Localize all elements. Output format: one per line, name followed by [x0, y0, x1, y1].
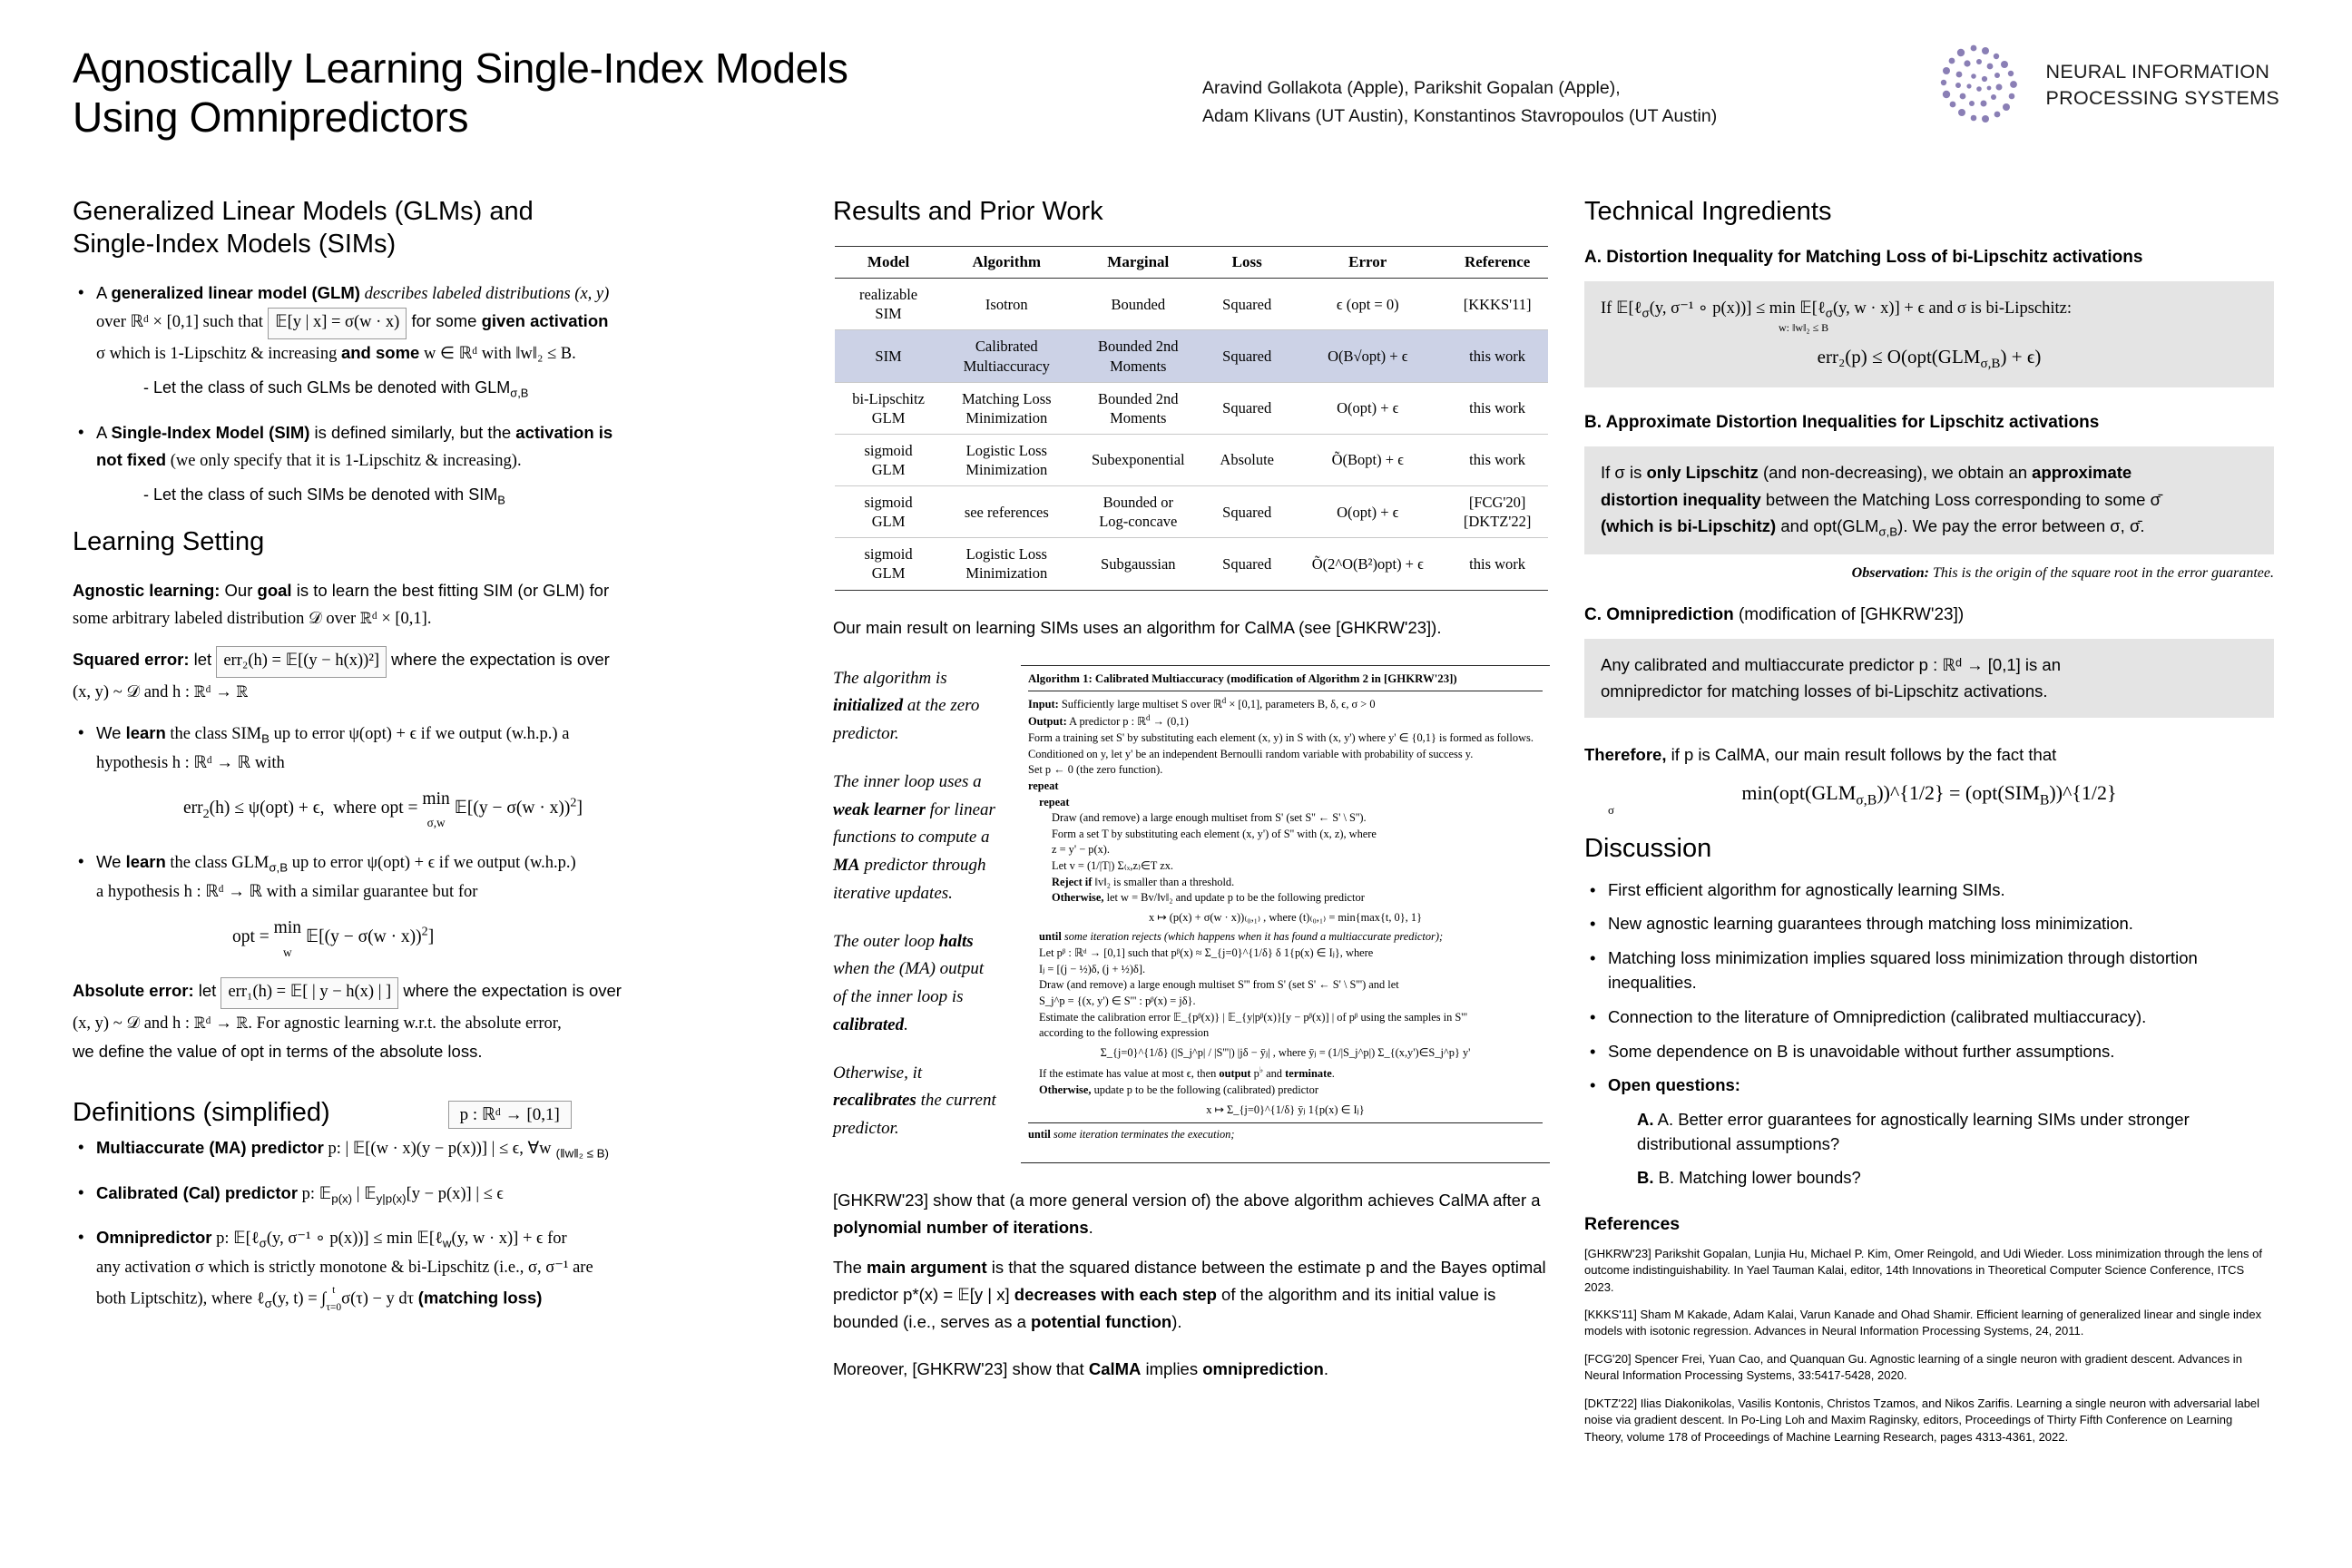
- open-questions-label: Open questions:: [1608, 1075, 1740, 1095]
- glm-learn-bold: learn: [125, 851, 166, 871]
- table-row: [835, 486, 1548, 538]
- glm-text-d: over ℝᵈ × [0,1] such that: [96, 313, 263, 332]
- algorithm-inner-equation: x ↦ (p(x) + σ(w · x))₍₀,₁₎ , where (t)₍₀,₁₎ = min{max{t, 0}, 1}: [1148, 910, 1423, 924]
- algorithm-title: Algorithm 1: Calibrated Multiaccuracy (modification of Algorithm 2 in [GHKRW'23]): [1028, 671, 1543, 691]
- table-cell: see references: [942, 486, 1071, 538]
- there-eq-sub-2: B: [2039, 792, 2050, 808]
- therefore-equation: [1584, 781, 2274, 818]
- ingredient-c-heading: [1584, 603, 2274, 628]
- a-eq-1: err₂(p) ≤ O(opt(GLM: [1817, 346, 1981, 368]
- matching-loss-label: (matching loss): [417, 1288, 543, 1308]
- table-cell: Matching Loss Minimization: [942, 382, 1071, 434]
- absolute-error-para: [73, 977, 799, 1065]
- table-row: [835, 434, 1548, 485]
- ma-text: p: | 𝔼[(w · x)(y − p(x))] | ≤ ϵ, ∀w: [323, 1140, 552, 1159]
- algorithm-inner-line-2: Form a set T by substituting each element (x, y') of S'' with (x, z), where: [1052, 827, 1377, 840]
- page-title: [73, 44, 1089, 142]
- title-line-2: Using Omnipredictors: [73, 93, 469, 142]
- table-cell: sigmoid GLM: [835, 434, 942, 485]
- omniprediction-para: [833, 1356, 1550, 1383]
- sim-learn-d: hypothesis h : ℝᵈ → ℝ with: [96, 753, 285, 772]
- sim-text-a: A: [96, 422, 112, 442]
- absolute-error-label: Absolute error:: [73, 981, 194, 1001]
- algorithm-inner-line-3: z = y' − p(x).: [1052, 843, 1111, 857]
- table-cell: Squared: [1205, 538, 1289, 590]
- agnostic-label: Agnostic learning:: [73, 580, 220, 600]
- table-cell: [FCG'20] [DKTZ'22]: [1446, 486, 1548, 538]
- list-item-discussion-1: • First efficient algorithm for agnostically learning SIMs.: [1584, 878, 2274, 903]
- omni-para-c: implies: [1141, 1358, 1203, 1378]
- b-bold-4: (which is bi-Lipschitz): [1601, 516, 1777, 536]
- table-cell: sigmoid GLM: [835, 486, 942, 538]
- glm-expectation-box: 𝔼[y | x] = σ(w · x): [268, 308, 407, 339]
- table-col-header-5: Reference: [1446, 247, 1548, 279]
- glm-class-note: [96, 375, 799, 404]
- omni-text-3: (y, w · x)] + ϵ for: [451, 1229, 567, 1248]
- table-cell: Õ(2^O(B²)opt) + ϵ: [1289, 538, 1446, 590]
- logo-line-1: NEURAL INFORMATION: [2045, 60, 2270, 83]
- c-heading-b: (modification of [GHKRW'23]): [1733, 605, 1965, 625]
- cal-sub-1: p(x): [331, 1191, 353, 1206]
- algorithm-until-outer: until some iteration terminates the execution;: [1028, 1122, 1543, 1143]
- table-row: [835, 382, 1548, 434]
- there-eq-tail: ))^{1/2}: [2049, 780, 2117, 804]
- algorithm-line-6: S_j^p = {(x, y') ∈ S''' : pᵝ(x) = jδ}.: [1039, 994, 1196, 1007]
- there-eq-mid: ))^{1/2} = (opt(SIM: [1877, 780, 2040, 804]
- therefore-text: if p is CalMA, our main result follows by the fact that: [1666, 744, 2057, 764]
- sim-class-text: Let the class of such SIMs be denoted with SIM: [153, 485, 498, 504]
- algorithm-line-10: Otherwise, update p to be the following (calibrated) predictor: [1039, 1083, 1318, 1097]
- sim-error-equation: err$_2$(h) ≤ ψ(opt) + ϵ, where opt = min σ,w 𝔼[(y − σ(w · x))$^2$]: [183, 785, 799, 833]
- open-question-a: A. A. Better error guarantees for agnostically learning SIMs under stronger distributional assumptions?: [1637, 1110, 2190, 1154]
- list-item-discussion-3: • Matching loss minimization implies squared loss minimization through distortion inequalities.: [1584, 946, 2274, 995]
- cal-text-3: [y − p(x)] | ≤ ϵ: [406, 1184, 504, 1203]
- glm-sim-bullets: [73, 279, 799, 511]
- column-3: [1584, 195, 2274, 1456]
- sim-learn-bold: learn: [125, 722, 166, 742]
- bullet-learn-sim: [73, 720, 799, 833]
- sim-class-note: [96, 482, 799, 511]
- table-cell: this work: [1446, 538, 1548, 590]
- omni-loss-sub: σ: [264, 1297, 272, 1311]
- algorithm-until-inner: until some iteration rejects (which happens when it has found a multiaccurate predictor);: [1039, 930, 1444, 944]
- agnostic-goal: goal: [257, 580, 292, 600]
- table-col-header-1: Algorithm: [942, 247, 1071, 279]
- algorithm-note-4: Otherwise, it recalibrates the current predictor.: [833, 1063, 996, 1139]
- table-cell: Logistic Loss Minimization: [942, 538, 1071, 590]
- arg-c: is that the squared distance between the estimate p and the Bayes optimal predictor p*(x) = 𝔼[y | x]: [833, 1257, 1546, 1304]
- glm-text-a: A: [96, 282, 112, 302]
- bullet-learn-glm: [73, 848, 799, 962]
- glm-min-sub: w: [283, 945, 292, 959]
- authors-line-1: Aravind Gollakota (Apple), Parikshit Gopalan (Apple),: [1202, 78, 1621, 98]
- squared-text-3: (x, y) ~ 𝒟 and h : ℝᵈ → ℝ: [73, 682, 249, 701]
- section-heading-results: Results and Prior Work: [833, 197, 1103, 226]
- table-row: [835, 279, 1548, 330]
- arg-g: ).: [1171, 1311, 1182, 1331]
- section-heading-technical: Technical Ingredients: [1584, 197, 1832, 226]
- title-line-1: Agnostically Learning Single-Index Models: [73, 44, 848, 92]
- ingredient-a-heading: A. Distortion Inequality for Matching Loss of bi-Lipschitz activations: [1584, 248, 2143, 268]
- a-text-1: If 𝔼[ℓ: [1601, 299, 1642, 318]
- omni-para-e: .: [1323, 1358, 1329, 1378]
- cal-text-2: | 𝔼: [352, 1184, 377, 1203]
- open-question-b: B. B. Matching lower bounds?: [1637, 1167, 1861, 1187]
- main-argument-para: [833, 1254, 1550, 1336]
- definitions-bullets: [73, 1134, 799, 1316]
- table-cell: Logistic Loss Minimization: [942, 434, 1071, 485]
- table-cell: this work: [1446, 434, 1548, 485]
- section-heading-glm-sim: [73, 195, 799, 261]
- table-cell: O(opt) + ϵ: [1289, 486, 1446, 538]
- b-text-3: between the Matching Loss corresponding to some σ̄: [1760, 489, 2161, 509]
- table-header-row: [835, 247, 1548, 279]
- cal-label: Calibrated (Cal) predictor: [96, 1182, 299, 1202]
- omni-min-sub: w: [442, 1236, 452, 1250]
- results-table-wrap: [833, 246, 1550, 590]
- glm-sim-title-line-1: Generalized Linear Models (GLMs) and: [73, 197, 534, 226]
- table-cell: Squared: [1205, 382, 1289, 434]
- table-cell: Absolute: [1205, 434, 1289, 485]
- algorithm-repeat-inner: repeat: [1039, 795, 1070, 808]
- open-question-a-text: A. Better error guarantees for agnostically learning SIMs under stronger distributional assumptions?: [1637, 1110, 2190, 1154]
- logo-line-2: PROCESSING SYSTEMS: [2045, 87, 2279, 109]
- discussion-list: [1584, 878, 2274, 1064]
- section-heading-learning-setting: Learning Setting: [73, 527, 265, 557]
- agnostic-learning-para: [73, 577, 799, 633]
- agnostic-text-3: some arbitrary labeled distribution 𝒟 over ℝᵈ × [0,1].: [73, 609, 432, 628]
- neurips-logo: [1934, 36, 2279, 134]
- open-questions-list: [1584, 1073, 2274, 1098]
- table-cell: SIM: [835, 330, 942, 382]
- b-sub: σ,B: [1878, 524, 1898, 539]
- column-1: [73, 195, 799, 1456]
- glm-given-activation: given activation: [481, 311, 609, 331]
- glm-class-sub: σ,B: [510, 387, 529, 400]
- cal-text-1: p: 𝔼: [298, 1184, 332, 1203]
- squared-text-1: let: [189, 649, 217, 669]
- ingredient-c-box: [1584, 639, 2274, 718]
- algorithm-inner-line-1: Draw (and remove) a large enough multiset from S' (set S'' ← S' \ S'').: [1052, 811, 1367, 825]
- absolute-text-3: (x, y) ~ 𝒟 and h : ℝᵈ → ℝ. For agnostic learning w.r.t. the absolute error,: [73, 1014, 562, 1034]
- algorithm-inner-line-6: Otherwise, let w = Bv/‖v‖₂ and update p to be the following predictor: [1052, 891, 1365, 905]
- algorithm-line-9: If the estimate has value at most ϵ, then output p♭ and terminate.: [1039, 1065, 1335, 1081]
- arg-e: of the algorithm and its initial value is bounded (i.e., serves as a: [833, 1284, 1496, 1331]
- omni-text-4: any activation σ which is strictly monotone & bi-Lipschitz (i.e., σ, σ⁻¹ are: [96, 1259, 593, 1278]
- algorithm-side-notes: [833, 665, 1001, 1163]
- omni-para-bold-1: CalMA: [1088, 1358, 1142, 1378]
- c-line-1: Any calibrated and multiaccurate predictor p : ℝᵈ → [0,1] is an: [1601, 654, 2061, 674]
- b-bold-2: approximate: [2032, 462, 2132, 482]
- table-body: [835, 279, 1548, 590]
- list-item-discussion-2: • New agnostic learning guarantees through matching loss minimization.: [1584, 912, 2274, 936]
- table-cell: this work: [1446, 382, 1548, 434]
- reference-entry-1: [GHKRW'23] Parikshit Gopalan, Lunjia Hu, Michael P. Kim, Omer Reingold, and Udi Wieder. Loss minimization through the lens of outcome indistinguishability. In Yael Tauman Kalai, editor, 14th Innovations in Theoretical Computer Science Conference, ITCS 2023.: [1584, 1246, 2262, 1294]
- table-cell: sigmoid GLM: [835, 538, 942, 590]
- algorithm-note-1: The algorithm is initialized at the zero predictor.: [833, 668, 980, 744]
- list-item-open-questions: [1584, 1073, 2274, 1098]
- table-cell: Bounded 2nd Moments: [1071, 330, 1205, 382]
- squared-error-label: Squared error:: [73, 649, 190, 669]
- algorithm-section: [833, 665, 1550, 1163]
- sim-text-d: (we only specify that it is 1-Lipschitz & increasing).: [166, 451, 522, 470]
- learning-guarantee-bullets: [73, 720, 799, 963]
- a-text-2: (y, σ⁻¹ ∘ p(x))] ≤ min 𝔼[ℓ: [1649, 299, 1826, 318]
- sim-notfixed: not fixed: [96, 449, 167, 469]
- definitions-header-row: [73, 1096, 799, 1134]
- table-col-header-4: Error: [1289, 247, 1446, 279]
- omni-text-7: σ(τ) − y dτ: [341, 1289, 418, 1308]
- list-item-discussion-5: • Some dependence on B is unavoidable without further assumptions.: [1584, 1040, 2274, 1064]
- c-line-2: omnipredictor for matching losses of bi-Lipschitz activations.: [1601, 681, 2048, 701]
- section-heading-discussion: Discussion: [1584, 834, 1712, 864]
- bullet-glm-definition: [73, 279, 799, 404]
- omni-text-5: both Liptschitz), where ℓ: [96, 1289, 265, 1308]
- bullet-sim-definition: [73, 419, 799, 511]
- b-text-5: ). We pay the error between σ, σ̄.: [1897, 516, 2145, 536]
- reference-entry-4: [DKTZ'22] Ilias Diakonikolas, Vasilis Kontonis, Christos Tzamos, and Nikos Zarifis. Learning a single neuron with adversarial label noise via gradient descent. In Po-Ling Loh and Maxim Raginsky, editors, Proceedings of Thirty Fifth Conference on Learning Theory, volume 178 of Proceedings of Machine Learning Research, pages 4313-4361, 2022.: [1584, 1396, 2260, 1444]
- algorithm-line-4: Iⱼ = [(j − ½)δ, (j + ½)δ].: [1039, 962, 1146, 975]
- algorithm-line-3: Let pᵝ : ℝᵈ → [0,1] such that pᵝ(x) ≈ Σ_{j=0}^{1/δ} δ 1{p(x) ∈ Iⱼ}, where: [1039, 946, 1374, 960]
- algorithm-box: [1021, 665, 1550, 1163]
- table-cell: O(opt) + ϵ: [1289, 382, 1446, 434]
- arg-bold-1: main argument: [867, 1257, 987, 1277]
- poster-header: [0, 0, 2352, 195]
- algorithm-line-1: Form a training set S' by substituting each element (x, y) in S with (x, y') where y' ∈ {0,1} is formed as follows. Conditioned on y, let y' be an independent Bernoulli random variable with probability of success y.: [1028, 731, 1534, 760]
- therefore-label: Therefore,: [1584, 744, 1667, 764]
- author-list: [1202, 74, 1717, 131]
- table-cell: Calibrated Multiaccuracy: [942, 330, 1071, 382]
- sim-learn-b: the class SIM: [165, 724, 262, 743]
- table-cell: Bounded 2nd Moments: [1071, 382, 1205, 434]
- sim-learn-sub: B: [261, 731, 270, 746]
- logo-text: [2046, 59, 2279, 112]
- a-min-sub: w: ‖w‖₂ ≤ B: [1779, 320, 1829, 334]
- omni-para-a: Moreover, [GHKRW'23] show that: [833, 1358, 1089, 1378]
- table-row: [835, 538, 1548, 590]
- glm-learn-b: the class GLM: [165, 853, 270, 872]
- ghkrw-text-a: [GHKRW'23] show that (a more general version of) the above algorithm achieves CalMA after a: [833, 1191, 1541, 1210]
- sim-min-sub: σ,w: [426, 816, 446, 830]
- there-eq-sub-1: σ,B: [1856, 792, 1877, 808]
- table-cell: bi-Lipschitz GLM: [835, 382, 942, 434]
- table-cell: Subexponential: [1071, 434, 1205, 485]
- observation-label: Observation:: [1851, 565, 1929, 582]
- squared-error-box: err₂(h) = 𝔼[(y − h(x))²]: [216, 646, 387, 678]
- glm-learn-sub: σ,B: [269, 860, 289, 875]
- sim-class-sub: B: [497, 493, 505, 507]
- glm-learn-a: We: [96, 851, 126, 871]
- glm-text-e: for some: [411, 311, 482, 331]
- authors-line-2: Adam Klivans (UT Austin), Konstantinos Stavropoulos (UT Austin): [1202, 106, 1718, 127]
- table-col-header-0: Model: [835, 247, 942, 279]
- algorithm-inner-line-5: Reject if ‖v‖₂ is smaller than a threshold.: [1052, 875, 1235, 888]
- b-text-2: (and non-decreasing), we obtain an: [1758, 462, 2033, 482]
- observation-note: [1584, 565, 2274, 582]
- algorithm-note-3: The outer loop halts when the (MA) output of the inner loop is calibrated.: [833, 931, 985, 1034]
- therefore-para: [1584, 741, 2274, 769]
- omni-label: Omnipredictor: [96, 1227, 212, 1247]
- neurips-brain-icon: [1934, 36, 2032, 134]
- omni-sub: σ: [259, 1236, 267, 1250]
- glm-text-c: describes labeled distributions (x, y): [359, 284, 610, 303]
- ghkrw-bold: polynomial number of iterations: [833, 1217, 1089, 1237]
- arg-bold-3: potential function: [1031, 1311, 1172, 1331]
- ingredient-b-heading: B. Approximate Distortion Inequalities for Lipschitz activations: [1584, 413, 2100, 433]
- algorithm-final-equation: x ↦ Σ_{j=0}^{1/δ} ȳⱼ 1{p(x) ∈ Iⱼ}: [1206, 1102, 1365, 1116]
- results-table: [835, 246, 1548, 590]
- bullet-omnipredictor: [73, 1224, 799, 1316]
- omni-text-2: (y, σ⁻¹ ∘ p(x))] ≤ min 𝔼[ℓ: [266, 1229, 443, 1248]
- ingredient-a-line-1: If 𝔼[ℓ$_\sigma$(y, σ⁻¹ ∘ p(x))] ≤ min 𝔼[ℓ$_\sigma$(y, w · x)] + ϵ and σ is bi-Lipschitz: w: ‖w‖₂ ≤ B: [1601, 294, 2258, 337]
- glm-learn-c: up to error ψ(opt) + ϵ if we output (w.h.p.): [288, 853, 576, 872]
- there-eq-under: σ: [1608, 803, 1615, 818]
- c-heading-a: C. Omniprediction: [1584, 605, 1734, 625]
- algorithm-inner-line-4: Let v = (1/|T|) Σ₍ₓ,z₎∈T zx.: [1052, 859, 1174, 873]
- ingredient-b-box: [1584, 446, 2274, 554]
- open-question-b-text: B. Matching lower bounds?: [1658, 1167, 1861, 1187]
- squared-text-2: where the expectation is over: [387, 649, 610, 669]
- sim-activation-bold: activation is: [515, 422, 613, 442]
- table-cell: Bounded: [1071, 279, 1205, 330]
- glm-text-g: w ∈ ℝᵈ with ‖w‖₂ ≤ B.: [419, 345, 576, 364]
- sim-term: Single-Index Model (SIM): [111, 422, 310, 442]
- table-cell: ϵ (opt = 0): [1289, 279, 1446, 330]
- absolute-text-2: where the expectation is over: [398, 981, 622, 1001]
- table-cell: Bounded or Log-concave: [1071, 486, 1205, 538]
- table-cell: Isotron: [942, 279, 1071, 330]
- algorithm-calibration-equation: Σ_{j=0}^{1/δ} (|S_j^p| / |S'''|) |jδ − ȳⱼ| , where ȳⱼ = (1/|S_j^p|) Σ_{(x,y')∈S_j^p} y': [1100, 1045, 1471, 1059]
- glm-text-f: σ which is 1-Lipschitz & increasing: [96, 345, 341, 364]
- cal-sub-2: y|p(x): [376, 1191, 407, 1206]
- b-text-1: If σ is: [1601, 462, 1647, 482]
- section-heading-definitions: Definitions (simplified): [73, 1098, 330, 1128]
- bullet-multiaccurate: [73, 1134, 799, 1163]
- ma-condition: (‖w‖₂ ≤ B): [555, 1147, 609, 1161]
- algorithm-note-2: The inner loop uses a weak learner for linear functions to compute a MA predictor through iterative updates.: [833, 771, 995, 903]
- table-col-header-2: Marginal: [1071, 247, 1205, 279]
- glm-learn-d: a hypothesis h : ℝᵈ → ℝ with a similar guarantee but for: [96, 883, 478, 902]
- table-cell: Õ(Bopt) + ϵ: [1289, 434, 1446, 485]
- main-result-note: Our main result on learning SIMs uses an algorithm for CalMA (see [GHKRW'23]).: [833, 617, 1442, 637]
- algorithm-output: Output: A predictor p : ℝ$^d$ → (0,1): [1028, 713, 1189, 729]
- agnostic-text-2: is to learn the best fitting SIM (or GLM) for: [291, 580, 610, 600]
- algorithm-repeat-outer: repeat: [1028, 779, 1059, 792]
- table-cell: this work: [1446, 330, 1548, 382]
- absolute-error-box: err₁(h) = 𝔼[ | y − h(x) | ]: [220, 977, 398, 1009]
- table-cell: realizable SIM: [835, 279, 942, 330]
- ghkrw-para: [833, 1187, 1550, 1241]
- algorithm-input: Input: Sufficiently large multiset S over ℝ$^d$ × [0,1], parameters B, δ, ϵ, σ > 0: [1028, 695, 1376, 710]
- observation-text: This is the origin of the square root in the error guarantee.: [1929, 565, 2274, 582]
- references-list: [1584, 1246, 2274, 1446]
- glm-and-some: and some: [340, 343, 420, 363]
- algorithm-line-7: Estimate the calibration error 𝔼_{pᵝ(x)} | 𝔼_{y|pᵝ(x)}[y − pᵝ(x)] | of pᵝ using the samples in S''': [1039, 1010, 1468, 1024]
- ingredient-a-equation: [1601, 342, 2258, 375]
- ma-label: Multiaccurate (MA) predictor: [96, 1138, 324, 1158]
- squared-error-para: [73, 646, 799, 707]
- a-text-3: (y, w · x)] + ϵ and σ is bi-Lipschitz:: [1832, 299, 2072, 318]
- b-bold-3: distortion inequality: [1601, 489, 1761, 509]
- omni-text-1: p: 𝔼[ℓ: [211, 1229, 260, 1248]
- ingredient-a-box: [1584, 281, 2274, 388]
- table-col-header-3: Loss: [1205, 247, 1289, 279]
- column-2: [833, 195, 1550, 1456]
- omni-para-bold-2: omniprediction: [1202, 1358, 1324, 1378]
- sim-learn-c: up to error ψ(opt) + ϵ if we output (w.h.p.) a: [270, 724, 570, 743]
- poster-columns: [0, 195, 2352, 1456]
- table-row: [835, 330, 1548, 382]
- sim-learn-a: We: [96, 722, 126, 742]
- table-cell: Squared: [1205, 330, 1289, 382]
- algorithm-line-2: Set p ← 0 (the zero function).: [1028, 763, 1163, 777]
- table-cell: Subgaussian: [1071, 538, 1205, 590]
- absolute-text-4: we define the value of opt in terms of the absolute loss.: [73, 1042, 483, 1062]
- agnostic-text-1: Our: [220, 580, 258, 600]
- absolute-text-1: let: [193, 981, 221, 1001]
- table-cell: [KKKS'11]: [1446, 279, 1548, 330]
- a-eq-sub: σ,B: [1980, 357, 2001, 372]
- references-heading: References: [1584, 1213, 1681, 1234]
- algorithm-line-8: according to the following expression: [1039, 1026, 1210, 1040]
- table-cell: Squared: [1205, 279, 1289, 330]
- b-text-4: and opt(GLM: [1776, 516, 1879, 536]
- glm-class-text: Let the class of such GLMs be denoted with GLM: [153, 378, 511, 397]
- omni-text-6: (y, t) = ∫: [271, 1289, 327, 1308]
- arg-bold-2: decreases with each step: [1014, 1284, 1217, 1304]
- b-bold-1: only Lipschitz: [1646, 462, 1759, 482]
- ghkrw-text-c: .: [1088, 1217, 1093, 1237]
- algorithm-line-5: Draw (and remove) a large enough multiset S''' from S' (set S' ← S' \ S''') and let: [1039, 978, 1399, 992]
- glm-term: generalized linear model (GLM): [111, 282, 360, 302]
- there-eq-1: min(opt(GLM: [1741, 780, 1857, 804]
- table-cell: O(B√opt) + ϵ: [1289, 330, 1446, 382]
- glm-sim-title-line-2: Single-Index Models (SIMs): [73, 230, 397, 260]
- predictor-signature-box: p : ℝᵈ → [0,1]: [448, 1101, 572, 1129]
- glm-opt-equation: opt = min w 𝔼[(y − σ(w · x))$^2$]: [232, 914, 799, 962]
- table-cell: Squared: [1205, 486, 1289, 538]
- sim-text-c: is defined similarly, but the: [309, 422, 516, 442]
- bullet-calibrated: [73, 1180, 799, 1209]
- reference-entry-2: [KKKS'11] Sham M Kakade, Adam Kalai, Varun Kanade and Ohad Shamir. Efficient learning of generalized linear and single index models with isotonic regression. Advances in Neural Information Processing Systems, 24, 2011.: [1584, 1308, 2262, 1338]
- reference-entry-3: [FCG'20] Spencer Frei, Yuan Cao, and Quanquan Gu. Agnostic learning of a single neuron with gradient descent. Advances in Neural Information Processing Systems, 33:5417-5428, 2020.: [1584, 1351, 2242, 1383]
- list-item-discussion-4: • Connection to the literature of Omniprediction (calibrated multiaccuracy).: [1584, 1005, 2274, 1030]
- integral-upper: t: [332, 1285, 336, 1297]
- integral-lower: τ=0: [326, 1301, 342, 1313]
- a-eq-tail: ) + ϵ): [2000, 346, 2042, 368]
- arg-a: The: [833, 1257, 867, 1277]
